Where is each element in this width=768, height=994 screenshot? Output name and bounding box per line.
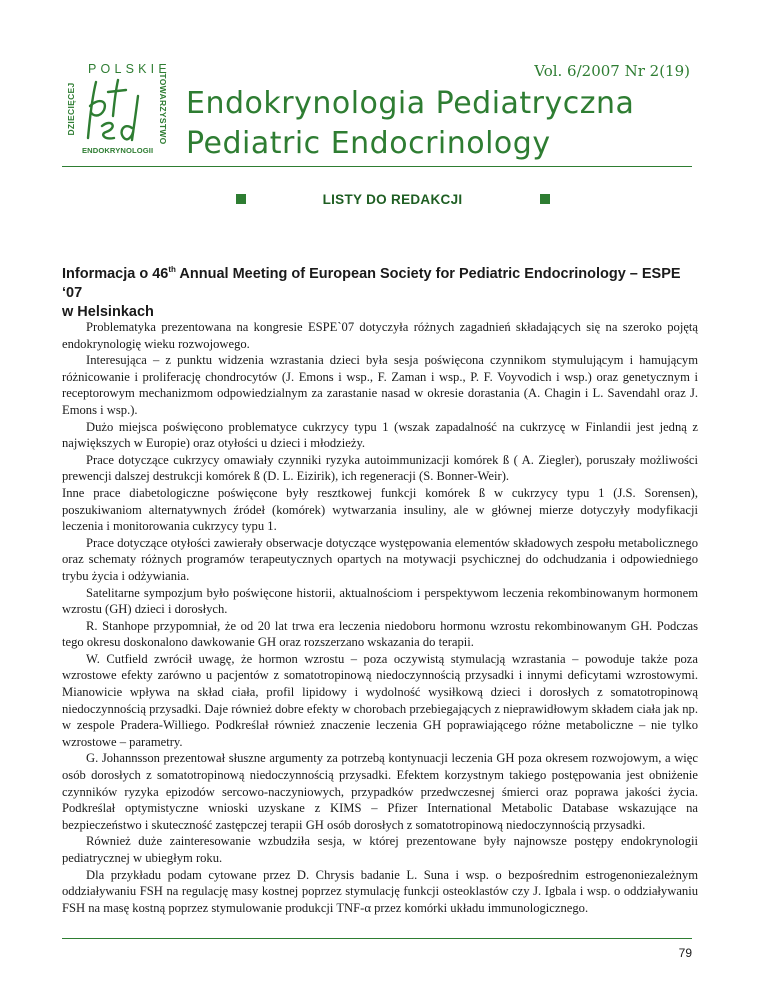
society-logo xyxy=(60,62,178,162)
paragraph: Prace dotyczące cukrzycy omawiały czynniki ryzyka autoimmunizacji komórek ß ( A. Ziegler), poruszały możliwości prewencji dalszej destrukcji komórek ß (D. L. Eizirik), ich regeneracji (S. Bonner-Weir). xyxy=(62,452,698,484)
volume-issue: Vol. 6/2007 Nr 2(19) xyxy=(534,62,690,80)
footer-rule xyxy=(62,938,692,939)
header-rule xyxy=(62,166,692,167)
logo-mark-icon xyxy=(82,76,154,146)
journal-title-pl: Endokrynologia Pediatryczna xyxy=(186,86,635,121)
logo-bottom-text: ENDOKRYNOLOGII xyxy=(82,146,154,155)
logo-left-text: DZIECIĘCEJ xyxy=(66,82,76,136)
paragraph: R. Stanhope przypomniał, że od 20 lat trwa era leczenia niedoboru hormonu wzrostu rekombinowanym GH. Podczas tego okresu doskonalono dawkowanie GH oraz rozszerzano wskazania do terapii. xyxy=(62,618,698,650)
article-title-part2: Annual Meeting of European Society for Pediatric Endocrinology – ESPE ‘07 xyxy=(62,265,681,301)
paragraph: Również duże zainteresowanie wzbudziła sesja, w której prezentowane były najnowsze postępy endokrynologii pediatrycznej w ubiegłym roku. xyxy=(62,834,698,865)
article-title-sup: th xyxy=(168,265,176,274)
logo-top-text: POLSKIE xyxy=(88,62,171,76)
journal-title-en: Pediatric Endocrinology xyxy=(186,126,551,161)
paragraph: Inne prace diabetologiczne poświęcone były resztkowej funkcji komórek ß w cukrzycy typu 1 (J.S. Sorensen), poszukiwaniom alternatywnych źródeł (komórek) wytwarzania insuliny, ale w głównej mierze dotyczyły modyfikacji leczenia i monitorowania cukrzycy typu 1. xyxy=(62,485,698,534)
paragraph: Prace dotyczące otyłości zawierały obserwacje dotyczące występowania elementów składowych zespołu metabolicznego oraz schematy różnych programów terapeutycznych opartych na motywacji psychicznej do odchudzania i odpowiedniego trybu życia i odżywiania. xyxy=(62,535,698,583)
article-title-part1: Informacja o 46 xyxy=(62,265,169,282)
logo-right-text: TOWARZYSTWO xyxy=(158,73,168,145)
paragraph: W. Cutfield zwrócił uwagę, że hormon wzrostu – poza oczywistą stymulacją wzrastania – powoduje także poza wzrostowe efekty zarówno u pacjentów z somatotropinową niedoczynnością przysadki i innymi deficytami wzrostowymi. Mianowicie wpływa na skład ciała, profil lipidowy i wydolność wysiłkową dzieci i dorosłych z somatotropinową niedoczynnością przysadki. Daje również dobre efekty w chorobach przebiegających z nieprawidłowym składem ciała jak np. w zespole Pradera-Williego. Podkreślał również znaczenie leczenia GH poprawiającego różne metaboliczne – nie tylko wzrostowe – parametry. xyxy=(62,651,698,749)
paragraph: Satelitarne sympozjum było poświęcone historii, aktualnościom i perspektywom leczenia rekombinowanym hormonem wzrostu (GH) dzieci i dorosłych. xyxy=(62,585,698,617)
section-label: LISTY DO REDAKCJI xyxy=(322,192,463,207)
paragraph: G. Johannsson prezentował słuszne argumenty za potrzebą kontynuacji leczenia GH poza okresem rozwojowym, a więc osób dorosłych z somatotropinową niedoczynnością przysadki. Efektem korzystnym takiego postępowania jest obniżenie czynników ryzyka epizodów sercowo-naczyniowych, przypadków przedwczesnej śmierci oraz poprawa jakości życia. Podkreślał optymistyczne wnioski uzyskane z KIMS – Pfizer International Metabolic Database wskazujące na bezpieczeństwo i skuteczność zastępczej terapii GH osób dorosłych z somatotropinową niedoczynnością przysadki. xyxy=(62,751,698,832)
section-square-icon xyxy=(540,194,550,204)
paragraph: Dla przykładu podam cytowane przez D. Chrysis badanie L. Suna i wsp. o bezpośrednim estrogenoniezależnym oddziaływaniu FSH na regulację masy kostnej poprzez stymulację funkcji osteoklastów czy J. Igbala i wsp. o oddziaływaniu FSH na masę kostną poprzez stymulowanie produkcji TNF-α przez komórki układu immunologicznego. xyxy=(62,867,698,915)
paragraph: Dużo miejsca poświęcono problematyce cukrzycy typu 1 (wszak zapadalność na cukrzycę w Finlandii jest jedną z największych w Europie) oraz otyłości u dzieci i młodzieży. xyxy=(62,419,698,451)
page-number: 79 xyxy=(678,946,692,960)
paragraph: Problematyka prezentowana na kongresie ESPE`07 dotyczyła różnych zagadnień składających się na szeroko pojętą endokrynologię wieku rozwojowego. xyxy=(62,320,698,351)
paragraph: Interesująca – z punktu widzenia wzrastania dzieci była sesja poświęcona czynnikom stymulującym i hamującym różnicowanie i proliferację chondrocytów (J. Emons i wsp., F. Zaman i wsp., P. F. Voyvodich i wsp.) oraz genetycznym i receptorowym mechanizmom odpowiedzialnym za zarastanie nasad w okresie dorastania (A. Chagin i L. Savendahl oraz J. Emons i wsp.). xyxy=(62,353,698,417)
section-square-icon xyxy=(236,194,246,204)
article-body xyxy=(62,319,698,916)
article-title-line2: w Helsinkach xyxy=(62,303,154,320)
article-title xyxy=(62,260,702,322)
